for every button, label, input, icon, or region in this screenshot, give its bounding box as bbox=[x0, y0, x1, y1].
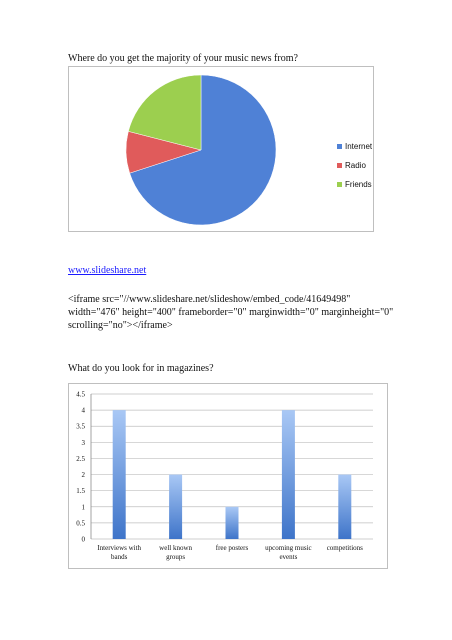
legend-label: Friends bbox=[345, 180, 372, 189]
bar bbox=[226, 507, 239, 539]
pie-chart-question: Where do you get the majority of your music news from? bbox=[68, 53, 298, 64]
y-tick-label: 1.5 bbox=[76, 487, 85, 496]
legend-item-friends bbox=[337, 175, 372, 194]
legend-label: Internet bbox=[345, 142, 373, 151]
bar-chart bbox=[68, 383, 388, 569]
pie-legend bbox=[337, 137, 372, 194]
y-tick-label: 2 bbox=[81, 471, 85, 480]
y-tick-label: 4.5 bbox=[76, 390, 85, 399]
pie-chart bbox=[68, 66, 374, 232]
y-tick-label: 0 bbox=[81, 535, 85, 544]
legend-swatch bbox=[337, 163, 342, 168]
bar-chart-question: What do you look for in magazines? bbox=[68, 363, 214, 374]
slideshare-link[interactable]: www.slideshare.net bbox=[68, 265, 147, 276]
bar bbox=[169, 475, 182, 539]
x-category-label: competitions bbox=[326, 544, 363, 552]
bar-chart-svg bbox=[69, 384, 389, 570]
bar bbox=[113, 410, 126, 539]
legend-label: Radio bbox=[345, 161, 366, 170]
legend-swatch bbox=[337, 182, 342, 187]
legend-item-internet bbox=[337, 137, 372, 156]
bar bbox=[338, 475, 351, 539]
bar bbox=[282, 410, 295, 539]
y-tick-label: 2.5 bbox=[76, 454, 85, 463]
legend-item-radio bbox=[337, 156, 372, 175]
x-category-label: free posters bbox=[215, 544, 249, 552]
x-category-label: well known groups bbox=[159, 544, 193, 561]
embed-code-text: <iframe src="//www.slideshare.net/slideshow/embed_code/41649498" width="476" height="400" frameborder="0" marginwidth="0" marginheight="0" scrolling="no"></iframe> bbox=[68, 294, 394, 331]
pie-chart-svg bbox=[69, 67, 375, 233]
x-category-label: upcoming music events bbox=[265, 544, 312, 561]
y-tick-label: 0.5 bbox=[76, 519, 85, 528]
x-category-label: Interviews with bands bbox=[97, 544, 142, 561]
legend-swatch bbox=[337, 144, 342, 149]
y-tick-label: 3 bbox=[81, 438, 85, 447]
y-tick-label: 1 bbox=[81, 503, 85, 512]
y-tick-label: 4 bbox=[81, 406, 85, 415]
y-tick-label: 3.5 bbox=[76, 422, 85, 431]
